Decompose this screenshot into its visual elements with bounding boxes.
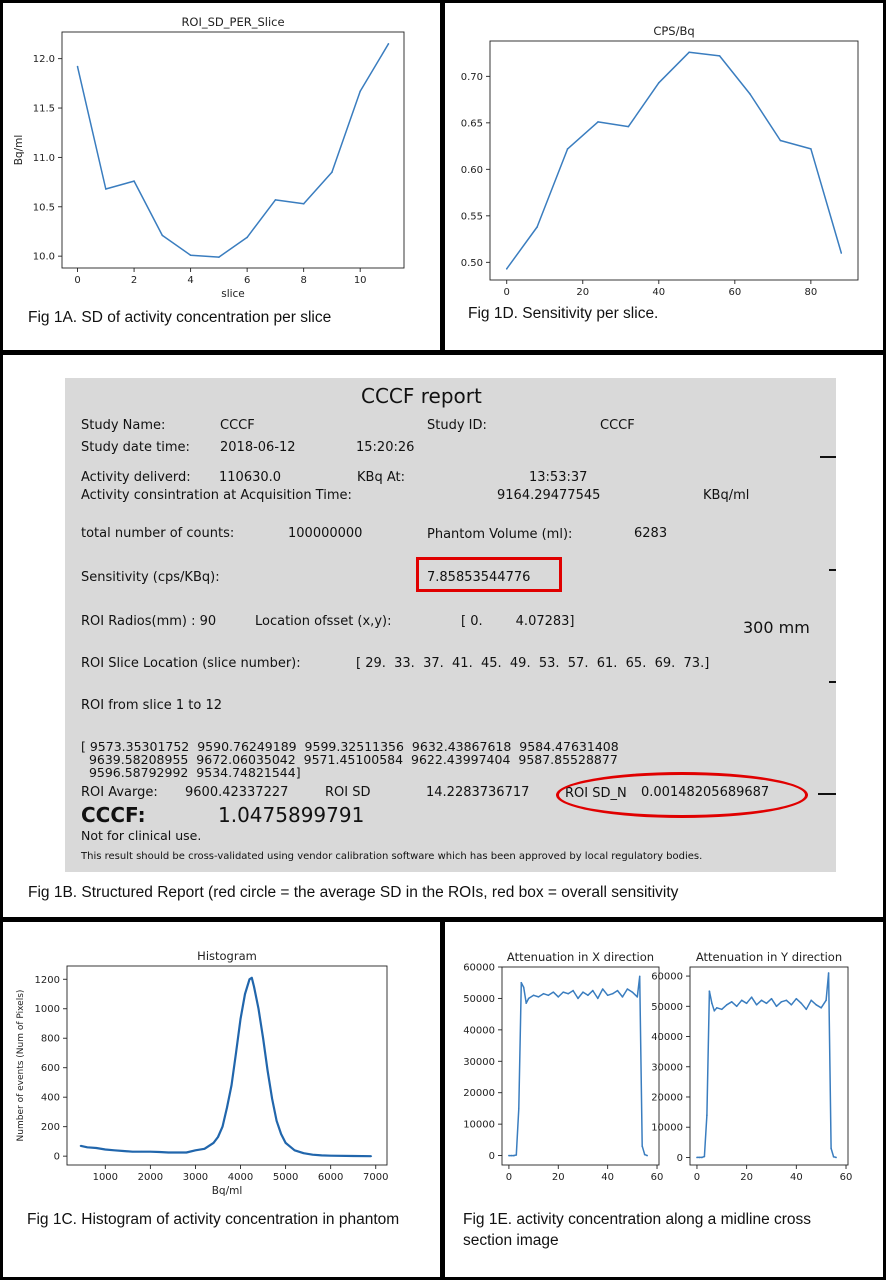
- y-tick-label: 0.50: [460, 257, 483, 269]
- roi-sdn-red-circle: [556, 772, 808, 818]
- series-line: [78, 44, 389, 257]
- x-tick-label: 2: [130, 275, 138, 286]
- data-point: [711, 1002, 713, 1004]
- data-point: [751, 996, 753, 998]
- data-point: [658, 82, 660, 84]
- data-point: [262, 1037, 264, 1039]
- data-point: [533, 994, 535, 996]
- chart-fig1d: [445, 3, 883, 303]
- x-tick-label: 3000: [182, 1172, 209, 1183]
- y-tick-label: 800: [40, 1033, 60, 1045]
- report-edge-mark: [820, 456, 836, 458]
- data-point: [359, 90, 361, 92]
- y-tick-label: 0.60: [460, 164, 483, 176]
- chart-title: ROI_SD_PER_Slice: [181, 15, 285, 29]
- data-point: [567, 148, 569, 150]
- data-point: [706, 1114, 708, 1116]
- y-tick-label: 400: [40, 1092, 60, 1104]
- data-point: [704, 1156, 706, 1158]
- data-point: [731, 1001, 733, 1003]
- data-point: [370, 1155, 372, 1157]
- x-tick-label: 0: [693, 1172, 701, 1183]
- x-tick-label: 5000: [272, 1172, 299, 1183]
- y-tick-label: 60000: [651, 971, 683, 983]
- data-point: [639, 976, 641, 978]
- data-point: [557, 996, 559, 998]
- roi-sd-label: ROI SD: [325, 785, 371, 800]
- x-tick-label: 10: [353, 275, 367, 286]
- caption-fig1a: Fig 1A. SD of activity concentration per slice: [28, 309, 332, 326]
- data-point: [251, 977, 253, 979]
- data-point: [701, 1157, 703, 1159]
- x-tick-label: 0: [505, 1172, 513, 1183]
- data-point: [168, 1152, 170, 1154]
- data-point: [646, 1155, 648, 1157]
- activity-label: Activity deliverd:: [81, 470, 191, 485]
- location-value: [ 0. 4.07283]: [461, 614, 575, 629]
- chart-title: Attenuation in X direction: [506, 950, 655, 964]
- y-tick-label: 20000: [463, 1088, 495, 1100]
- study-date-value: 2018-06-12: [220, 440, 296, 455]
- data-point: [523, 987, 525, 989]
- data-point: [267, 1070, 269, 1072]
- data-point: [835, 1157, 837, 1159]
- data-point: [696, 1157, 698, 1159]
- plot-frame: [690, 967, 848, 1165]
- activity-value: 110630.0: [219, 470, 282, 485]
- data-point: [543, 993, 545, 995]
- y-tick-label: 10.0: [32, 251, 55, 263]
- data-point: [781, 1001, 783, 1003]
- data-point: [538, 996, 540, 998]
- chart-fig1c: [3, 922, 440, 1202]
- phantom-value: 6283: [634, 526, 668, 541]
- series-line: [507, 52, 842, 269]
- chart-title: Histogram: [197, 949, 257, 963]
- kbq-at-value: 13:53:37: [529, 470, 588, 485]
- y-tick-label: 30000: [651, 1062, 683, 1074]
- data-point: [218, 256, 220, 258]
- data-point: [275, 199, 277, 201]
- data-point: [506, 268, 508, 270]
- data-point: [195, 1149, 197, 1151]
- data-point: [699, 1157, 701, 1159]
- data-point: [567, 993, 569, 995]
- y-tick-label: 11.0: [32, 152, 55, 164]
- data-point: [627, 988, 629, 990]
- y-tick-label: 40000: [651, 1032, 683, 1044]
- study-id-label: Study ID:: [427, 418, 487, 433]
- data-point: [587, 994, 589, 996]
- data-point: [204, 1148, 206, 1150]
- report-title: CCCF report: [361, 384, 482, 408]
- data-point: [607, 994, 609, 996]
- roi-sdn-label: ROI SD_N: [565, 786, 627, 801]
- chart-title: CPS/Bq: [653, 24, 695, 38]
- data-point: [741, 999, 743, 1001]
- data-point: [810, 148, 812, 150]
- x-tick-label: 60: [839, 1172, 853, 1183]
- cccf-value: 1.0475899791: [218, 803, 365, 827]
- study-name-label: Study Name:: [81, 418, 166, 433]
- slice-location-value: [ 29. 33. 37. 41. 45. 49. 53. 57. 61. 65. 69. 73.]: [356, 656, 710, 671]
- data-point: [726, 1004, 728, 1006]
- data-point: [244, 993, 246, 995]
- data-point: [830, 1148, 832, 1150]
- x-tick-label: 6000: [317, 1172, 344, 1183]
- x-tick-label: 8: [300, 275, 307, 286]
- sensitivity-value: 7.85853544776: [427, 570, 531, 585]
- data-point: [796, 998, 798, 1000]
- data-point: [577, 998, 579, 1000]
- x-axis-label: Bq/ml: [211, 1185, 243, 1197]
- x-tick-label: 80: [804, 287, 818, 298]
- study-name-value: CCCF: [220, 418, 255, 433]
- data-point: [776, 1005, 778, 1007]
- data-point: [688, 51, 690, 53]
- data-point: [508, 1155, 510, 1157]
- report-edge-mark: [829, 569, 836, 571]
- data-point: [114, 1149, 116, 1151]
- counts-label: total number of counts:: [81, 526, 235, 541]
- data-point: [133, 180, 135, 182]
- data-point: [719, 55, 721, 57]
- y-tick-label: 12.0: [32, 54, 55, 66]
- data-point: [186, 1152, 188, 1154]
- x-tick-label: 40: [789, 1172, 803, 1183]
- data-point: [721, 1009, 723, 1011]
- data-point: [780, 140, 782, 142]
- roi-values-line2: 9639.58208955 9672.06035042 9571.45100584 9622.43997404 9587.85528877: [81, 752, 618, 767]
- y-tick-label: 30000: [463, 1056, 495, 1068]
- data-point: [513, 1155, 515, 1157]
- caption-fig1c: Fig 1C. Histogram of activity concentration in phantom: [27, 1211, 400, 1228]
- chart-fig1e: [445, 922, 883, 1202]
- caption-fig1d: Fig 1D. Sensitivity per slice.: [468, 305, 659, 322]
- data-point: [518, 1108, 520, 1110]
- y-axis-label: Bq/ml: [13, 134, 25, 166]
- data-point: [597, 121, 599, 123]
- caption-fig1b: Fig 1B. Structured Report (red circle = the average SD in the ROIs, red box = overall sensitivity: [28, 884, 679, 901]
- data-point: [825, 999, 827, 1001]
- report-edge-mark: [829, 681, 836, 683]
- data-point: [303, 203, 305, 205]
- data-point: [602, 988, 604, 990]
- data-point: [226, 1107, 228, 1109]
- y-tick-label: 0.65: [460, 118, 483, 130]
- counts-value: 100000000: [288, 526, 363, 541]
- data-point: [213, 1142, 215, 1144]
- data-point: [632, 991, 634, 993]
- plot-frame: [490, 41, 858, 280]
- chart-fig1a: [3, 3, 440, 303]
- data-point: [771, 998, 773, 1000]
- concentration-label: Activity consintration at Acquisition Time:: [81, 488, 352, 503]
- data-point: [331, 171, 333, 173]
- y-tick-label: 0: [53, 1151, 60, 1163]
- x-tick-label: 60: [728, 287, 742, 298]
- x-axis-label: slice: [221, 288, 245, 300]
- data-point: [840, 252, 842, 254]
- y-tick-label: 10000: [651, 1122, 683, 1134]
- data-point: [592, 990, 594, 992]
- y-tick-label: 20000: [651, 1092, 683, 1104]
- data-point: [235, 1052, 237, 1054]
- data-point: [105, 188, 107, 190]
- data-point: [536, 226, 538, 228]
- y-tick-label: 40000: [463, 1025, 495, 1037]
- data-point: [746, 1002, 748, 1004]
- x-tick-label: 0: [503, 287, 510, 298]
- data-point: [141, 1151, 143, 1153]
- data-point: [258, 1008, 260, 1010]
- study-date-label: Study date time:: [81, 440, 190, 455]
- data-point: [582, 991, 584, 993]
- data-point: [520, 982, 522, 984]
- x-tick-label: 60: [650, 1172, 664, 1183]
- y-tick-label: 1200: [34, 974, 60, 986]
- y-tick-label: 10.5: [32, 202, 55, 214]
- x-tick-label: 0: [74, 275, 81, 286]
- data-point: [622, 996, 624, 998]
- concentration-value: 9164.29477545: [497, 488, 601, 503]
- data-point: [285, 1142, 287, 1144]
- concentration-unit: KBq/ml: [703, 488, 750, 503]
- y-tick-label: 0.70: [460, 71, 483, 83]
- y-tick-label: 0: [676, 1152, 683, 1164]
- data-point: [80, 1145, 82, 1147]
- report-edge-mark: [818, 793, 836, 795]
- data-point: [597, 998, 599, 1000]
- data-point: [828, 972, 830, 974]
- data-point: [562, 991, 564, 993]
- data-point: [240, 1018, 242, 1020]
- data-point: [833, 1156, 835, 1158]
- data-point: [636, 996, 638, 998]
- data-point: [525, 1002, 527, 1004]
- data-point: [820, 1007, 822, 1009]
- data-point: [628, 126, 630, 128]
- series-line: [697, 973, 836, 1157]
- disclaimer: This result should be cross-validated using vendor calibration software which has been approved by local regulatory bodies.: [81, 851, 703, 862]
- series-line: [81, 978, 372, 1156]
- data-point: [159, 1151, 161, 1153]
- roi-values-line3: 9596.58792992 9534.74821544]: [81, 765, 301, 780]
- data-point: [714, 1010, 716, 1012]
- data-point: [330, 1155, 332, 1157]
- sensitivity-label: Sensitivity (cps/KBq):: [81, 570, 220, 585]
- data-point: [766, 1002, 768, 1004]
- roi-radius-label: ROI Radios(mm) : 90: [81, 614, 217, 629]
- data-point: [805, 1009, 807, 1011]
- series-line: [509, 976, 647, 1155]
- y-tick-label: 10000: [463, 1119, 495, 1131]
- data-point: [276, 1120, 278, 1122]
- data-point: [612, 993, 614, 995]
- study-id-value: CCCF: [600, 418, 635, 433]
- data-point: [177, 1152, 179, 1154]
- y-axis-label: Number of events (Num of Pixels): [16, 989, 26, 1142]
- panel-fig1c: [3, 922, 440, 1277]
- data-point: [548, 994, 550, 996]
- data-point: [294, 1149, 296, 1151]
- y-tick-label: 50000: [463, 993, 495, 1005]
- x-tick-label: 4: [187, 275, 194, 286]
- data-point: [217, 1136, 219, 1138]
- caption-fig1e-line1: Fig 1E. activity concentration along a midline cross: [463, 1211, 812, 1228]
- roi-avg-value: 9600.42337227: [185, 785, 289, 800]
- data-point: [800, 1002, 802, 1004]
- data-point: [709, 990, 711, 992]
- plot-frame: [67, 966, 387, 1165]
- data-point: [617, 990, 619, 992]
- data-point: [572, 990, 574, 992]
- x-tick-label: 4000: [227, 1172, 254, 1183]
- y-tick-label: 11.5: [32, 103, 55, 115]
- data-point: [253, 986, 255, 988]
- data-point: [516, 1154, 518, 1156]
- data-point: [271, 1098, 273, 1100]
- data-point: [786, 999, 788, 1001]
- x-tick-label: 20: [576, 287, 590, 298]
- data-point: [511, 1155, 513, 1157]
- x-tick-label: 40: [652, 287, 666, 298]
- data-point: [105, 1149, 107, 1151]
- x-tick-label: 6: [243, 275, 251, 286]
- x-tick-label: 20: [551, 1172, 565, 1183]
- kbq-at-label: KBq At:: [357, 470, 405, 485]
- data-point: [388, 43, 390, 45]
- data-point: [791, 1004, 793, 1006]
- data-point: [231, 1085, 233, 1087]
- y-tick-label: 600: [40, 1063, 60, 1075]
- x-tick-label: 20: [740, 1172, 754, 1183]
- data-point: [77, 66, 79, 68]
- data-point: [249, 978, 251, 980]
- data-point: [312, 1154, 314, 1156]
- data-point: [86, 1147, 88, 1149]
- data-point: [641, 1145, 643, 1147]
- data-point: [761, 999, 763, 1001]
- clinical-note: Not for clinical use.: [81, 828, 202, 843]
- roi-sdn-value: 0.00148205689687: [641, 785, 770, 800]
- y-tick-label: 50000: [651, 1001, 683, 1013]
- data-point: [756, 1004, 758, 1006]
- panel-fig1d: [445, 3, 883, 350]
- data-point: [95, 1147, 97, 1149]
- roi-range: ROI from slice 1 to 12: [81, 698, 223, 713]
- plot-frame: [62, 32, 404, 268]
- data-point: [280, 1133, 282, 1135]
- data-point: [162, 235, 164, 237]
- data-point: [303, 1152, 305, 1154]
- location-label: Location ofsset (x,y):: [255, 614, 392, 629]
- panel-fig1e: [445, 922, 883, 1277]
- panel-fig1a: [3, 3, 440, 350]
- data-point: [716, 1007, 718, 1009]
- data-point: [810, 999, 812, 1001]
- slice-location-label: ROI Slice Location (slice number):: [81, 656, 301, 671]
- data-point: [246, 237, 248, 239]
- data-point: [222, 1126, 224, 1128]
- roi-avg-label: ROI Avarge:: [81, 785, 158, 800]
- data-point: [528, 998, 530, 1000]
- x-tick-label: 2000: [137, 1172, 164, 1183]
- sensitivity-red-box: [416, 557, 562, 592]
- data-point: [749, 93, 751, 95]
- roi-values-line1: [ 9573.35301752 9590.76249189 9599.32511356 9632.43867618 9584.47631408: [81, 739, 619, 754]
- data-point: [736, 1005, 738, 1007]
- data-point: [321, 1155, 323, 1157]
- caption-fig1e-line2: section image: [463, 1232, 559, 1249]
- y-tick-label: 200: [40, 1122, 60, 1134]
- data-point: [150, 1151, 152, 1153]
- mm-note: 300 mm: [743, 618, 810, 637]
- x-tick-label: 1000: [92, 1172, 119, 1183]
- data-point: [815, 1004, 817, 1006]
- data-point: [123, 1150, 125, 1152]
- x-tick-label: 7000: [363, 1172, 389, 1183]
- cccf-label: CCCF:: [81, 803, 146, 827]
- chart-title: Attenuation in Y direction: [695, 950, 843, 964]
- data-point: [553, 991, 555, 993]
- y-tick-label: 0.55: [460, 211, 483, 223]
- data-point: [132, 1151, 134, 1153]
- study-time-value: 15:20:26: [356, 440, 415, 455]
- phantom-label: Phantom Volume (ml):: [427, 527, 573, 542]
- x-tick-label: 40: [601, 1172, 615, 1183]
- data-point: [352, 1155, 354, 1157]
- roi-sd-value: 14.2283736717: [426, 785, 530, 800]
- y-tick-label: 0: [488, 1151, 495, 1163]
- y-tick-label: 1000: [34, 1004, 60, 1016]
- data-point: [644, 1154, 646, 1156]
- data-point: [190, 254, 192, 256]
- y-tick-label: 60000: [463, 962, 495, 974]
